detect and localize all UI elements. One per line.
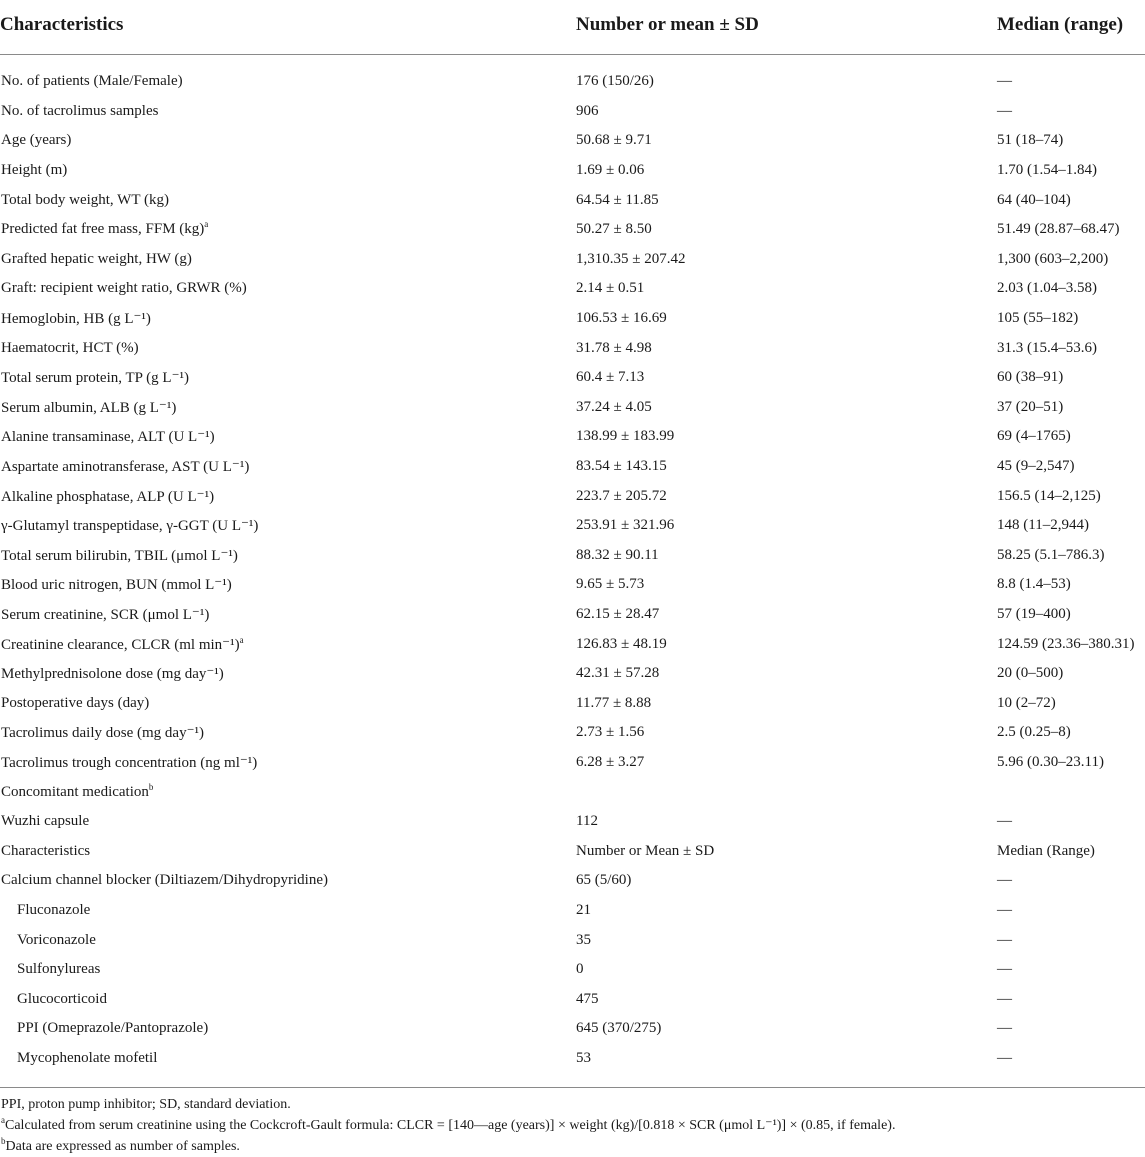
row-label-text: Sulfonylureas xyxy=(17,961,101,978)
row-label xyxy=(0,422,576,452)
row-label xyxy=(0,304,576,334)
row-value: 176 (150/26) xyxy=(576,73,654,90)
row-label-text: Aspartate aminotransferase, AST (U L⁻¹) xyxy=(1,459,250,476)
row-label xyxy=(0,126,576,156)
row-label-text: Grafted hepatic weight, HW (g) xyxy=(1,250,192,267)
row-median: — xyxy=(997,872,1012,889)
row-value: 106.53 ± 16.69 xyxy=(576,310,667,327)
row-value: 83.54 ± 143.15 xyxy=(576,458,667,475)
row-value: 112 xyxy=(576,813,598,830)
table-row xyxy=(0,55,1145,97)
row-value: 9.65 ± 5.73 xyxy=(576,576,645,593)
row-label-text: Glucocorticoid xyxy=(17,990,107,1007)
table-row xyxy=(0,1044,1145,1074)
row-label xyxy=(0,836,576,866)
row-median: 69 (4–1765) xyxy=(997,428,1071,445)
table-row xyxy=(0,126,1145,156)
table-row xyxy=(0,896,1145,926)
row-label xyxy=(0,333,576,363)
row-median: 57 (19–400) xyxy=(997,605,1071,622)
row-value: 42.31 ± 57.28 xyxy=(576,665,660,682)
row-label xyxy=(0,718,576,748)
row-label-text: Creatinine clearance, CLCR (ml min⁻¹) xyxy=(1,636,240,653)
row-label xyxy=(0,274,576,304)
row-label xyxy=(0,600,576,630)
row-value: 65 (5/60) xyxy=(576,872,632,889)
row-label-text: Fluconazole xyxy=(17,901,91,918)
row-label xyxy=(0,511,576,541)
row-label xyxy=(0,570,576,600)
row-value: 6.28 ± 3.27 xyxy=(576,753,645,770)
table-row xyxy=(0,422,1145,452)
table-footnotes xyxy=(0,1094,1145,1157)
row-median: 58.25 (5.1–786.3) xyxy=(997,546,1105,563)
row-label-text: Blood uric nitrogen, BUN (mmol L⁻¹) xyxy=(1,577,232,594)
row-label-text: PPI (Omeprazole/Pantoprazole) xyxy=(17,1020,209,1037)
row-label-text: Graft: recipient weight ratio, GRWR (%) xyxy=(1,280,247,297)
row-value: 37.24 ± 4.05 xyxy=(576,398,652,415)
table-row xyxy=(0,156,1145,186)
row-label xyxy=(0,748,576,778)
footnote-a xyxy=(1,1115,1145,1136)
row-median: 60 (38–91) xyxy=(997,369,1064,386)
row-value: 31.78 ± 4.98 xyxy=(576,339,652,356)
row-label-text: Postoperative days (day) xyxy=(1,694,150,711)
row-value: 2.73 ± 1.56 xyxy=(576,724,645,741)
row-label xyxy=(0,481,576,511)
row-median: 8.8 (1.4–53) xyxy=(997,576,1071,593)
row-median: 51 (18–74) xyxy=(997,132,1064,149)
table-row xyxy=(0,393,1145,423)
table-row xyxy=(0,363,1145,393)
row-value: 21 xyxy=(576,901,591,918)
header-number-or-mean: Number or mean ± SD xyxy=(576,0,997,55)
row-median: 51.49 (28.87–68.47) xyxy=(997,221,1120,238)
table-row xyxy=(0,333,1145,363)
row-median: Median (Range) xyxy=(997,842,1095,859)
row-label xyxy=(0,688,576,718)
row-value: 1.69 ± 0.06 xyxy=(576,162,645,179)
table-row xyxy=(0,245,1145,275)
row-median: 31.3 (15.4–53.6) xyxy=(997,339,1097,356)
row-label-text: Haematocrit, HCT (%) xyxy=(1,339,139,356)
row-value: 475 xyxy=(576,990,599,1007)
row-label xyxy=(0,659,576,689)
row-median: — xyxy=(997,961,1012,978)
row-median: — xyxy=(997,901,1012,918)
footnote-b xyxy=(1,1136,1145,1157)
row-median: 10 (2–72) xyxy=(997,694,1056,711)
row-value: 1,310.35 ± 207.42 xyxy=(576,250,686,267)
footnote-a-text: Calculated from serum creatinine using the Cockcroft-Gault formula: CLCR = [140—age (years)] × weight (kg)/[0.818 × SCR (μmol L⁻¹)] × (0.85, if female). xyxy=(5,1118,896,1134)
row-label xyxy=(0,393,576,423)
table-row xyxy=(0,925,1145,955)
row-median xyxy=(997,777,1145,807)
row-label-text: No. of patients (Male/Female) xyxy=(1,73,183,90)
row-median: — xyxy=(997,102,1012,119)
row-label-text: Methylprednisolone dose (mg day⁻¹) xyxy=(1,666,224,683)
table-row xyxy=(0,97,1145,127)
row-median: — xyxy=(997,931,1012,948)
row-median: 20 (0–500) xyxy=(997,665,1064,682)
row-median: 2.5 (0.25–8) xyxy=(997,724,1071,741)
row-median: — xyxy=(997,73,1012,90)
table-row xyxy=(0,748,1145,778)
footnote-marker: b xyxy=(148,781,154,792)
row-label xyxy=(0,777,576,807)
row-label xyxy=(0,984,576,1014)
row-label xyxy=(0,1014,576,1044)
row-label-text: γ-Glutamyl transpeptidase, γ-GGT (U L⁻¹) xyxy=(1,518,259,535)
footnote-marker: a xyxy=(239,634,244,645)
footnote-abbreviations: PPI, proton pump inhibitor; SD, standard deviation. xyxy=(1,1097,291,1113)
row-value: 53 xyxy=(576,1049,591,1066)
row-value: 50.68 ± 9.71 xyxy=(576,132,652,149)
footnote-b-text: Data are expressed as number of samples. xyxy=(5,1139,240,1155)
row-label xyxy=(0,866,576,896)
table-row xyxy=(0,777,1145,807)
header-characteristics: Characteristics xyxy=(0,0,576,55)
row-label-text: Mycophenolate mofetil xyxy=(17,1049,158,1066)
row-median: 1,300 (603–2,200) xyxy=(997,250,1109,267)
row-label xyxy=(0,185,576,215)
row-label-text: Total serum bilirubin, TBIL (μmol L⁻¹) xyxy=(1,547,238,564)
row-median: 124.59 (23.36–380.31) xyxy=(997,635,1135,652)
table-row xyxy=(0,304,1145,334)
footnote-b-mark: b xyxy=(1,1136,6,1147)
row-label xyxy=(0,452,576,482)
row-median: — xyxy=(997,990,1012,1007)
table-header xyxy=(0,0,1145,55)
table-row xyxy=(0,955,1145,985)
row-value: 88.32 ± 90.11 xyxy=(576,546,659,563)
row-median: 2.03 (1.04–3.58) xyxy=(997,280,1097,297)
row-value: 126.83 ± 48.19 xyxy=(576,635,667,652)
row-label xyxy=(0,955,576,985)
row-label-text: Predicted fat free mass, FFM (kg) xyxy=(1,221,205,238)
table-row xyxy=(0,629,1145,659)
row-value: 223.7 ± 205.72 xyxy=(576,487,667,504)
row-label-text: No. of tacrolimus samples xyxy=(1,102,159,119)
table-row xyxy=(0,836,1145,866)
table-row xyxy=(0,659,1145,689)
row-median: — xyxy=(997,1020,1012,1037)
row-label xyxy=(0,97,576,127)
table-body xyxy=(0,55,1145,1074)
row-label-text: Serum albumin, ALB (g L⁻¹) xyxy=(1,399,177,416)
table-row xyxy=(0,866,1145,896)
row-median: 37 (20–51) xyxy=(997,398,1064,415)
row-label xyxy=(0,55,576,97)
row-label xyxy=(0,629,576,659)
row-label-text: Total body weight, WT (kg) xyxy=(1,191,169,208)
row-value: Number or Mean ± SD xyxy=(576,842,715,859)
row-median: 64 (40–104) xyxy=(997,191,1071,208)
table-row xyxy=(0,688,1145,718)
row-label-text: Age (years) xyxy=(1,132,72,149)
row-label-text: Voriconazole xyxy=(17,931,96,948)
table-row xyxy=(0,215,1145,245)
row-label-text: Tacrolimus daily dose (mg day⁻¹) xyxy=(1,725,204,742)
table-row xyxy=(0,511,1145,541)
row-label xyxy=(0,156,576,186)
row-label xyxy=(0,1044,576,1074)
table-row xyxy=(0,541,1145,571)
row-label xyxy=(0,807,576,837)
row-median: 148 (11–2,944) xyxy=(997,517,1089,534)
row-label xyxy=(0,896,576,926)
row-label xyxy=(0,363,576,393)
table-row xyxy=(0,274,1145,304)
row-median: 156.5 (14–2,125) xyxy=(997,487,1101,504)
row-value: 645 (370/275) xyxy=(576,1020,662,1037)
row-label xyxy=(0,245,576,275)
table-row xyxy=(0,570,1145,600)
row-value: 138.99 ± 183.99 xyxy=(576,428,675,445)
row-value: 11.77 ± 8.88 xyxy=(576,694,652,711)
table-row xyxy=(0,718,1145,748)
row-label-text: Total serum protein, TP (g L⁻¹) xyxy=(1,370,189,387)
row-label-text: Tacrolimus trough concentration (ng ml⁻¹) xyxy=(1,754,258,771)
row-label xyxy=(0,541,576,571)
row-label-text: Serum creatinine, SCR (μmol L⁻¹) xyxy=(1,606,210,623)
row-value: 62.15 ± 28.47 xyxy=(576,605,660,622)
row-value: 50.27 ± 8.50 xyxy=(576,221,652,238)
row-label-text: Concomitant medication xyxy=(1,783,149,800)
row-value: 64.54 ± 11.85 xyxy=(576,191,659,208)
table-row xyxy=(0,185,1145,215)
footnote-marker: a xyxy=(204,219,209,230)
row-label xyxy=(0,925,576,955)
row-value: 0 xyxy=(576,961,584,978)
row-value: 253.91 ± 321.96 xyxy=(576,517,675,534)
row-median: 5.96 (0.30–23.11) xyxy=(997,753,1104,770)
table-bottom-rule xyxy=(0,1073,1145,1088)
row-median: — xyxy=(997,1049,1012,1066)
row-value: 60.4 ± 7.13 xyxy=(576,369,645,386)
row-label-text: Characteristics xyxy=(1,842,91,859)
table-row xyxy=(0,452,1145,482)
row-median: 105 (55–182) xyxy=(997,310,1079,327)
row-median: — xyxy=(997,813,1012,830)
header-median-range: Median (range) xyxy=(997,0,1145,55)
row-label xyxy=(0,215,576,245)
row-label-text: Alanine transaminase, ALT (U L⁻¹) xyxy=(1,429,215,446)
table-row xyxy=(0,1014,1145,1044)
row-label-text: Hemoglobin, HB (g L⁻¹) xyxy=(1,311,151,328)
row-value: 906 xyxy=(576,102,599,119)
row-label-text: Calcium channel blocker (Diltiazem/Dihydropyridine) xyxy=(1,872,328,889)
row-value xyxy=(576,777,997,807)
table-row xyxy=(0,984,1145,1014)
table-row xyxy=(0,600,1145,630)
table-row xyxy=(0,807,1145,837)
table-row xyxy=(0,481,1145,511)
row-label-text: Alkaline phosphatase, ALP (U L⁻¹) xyxy=(1,488,215,505)
row-median: 1.70 (1.54–1.84) xyxy=(997,162,1097,179)
row-value: 35 xyxy=(576,931,591,948)
row-value: 2.14 ± 0.51 xyxy=(576,280,645,297)
footnote-a-mark: a xyxy=(1,1115,5,1126)
row-label-text: Height (m) xyxy=(1,162,68,179)
row-median: 45 (9–2,547) xyxy=(997,458,1075,475)
row-label-text: Wuzhi capsule xyxy=(1,813,90,830)
